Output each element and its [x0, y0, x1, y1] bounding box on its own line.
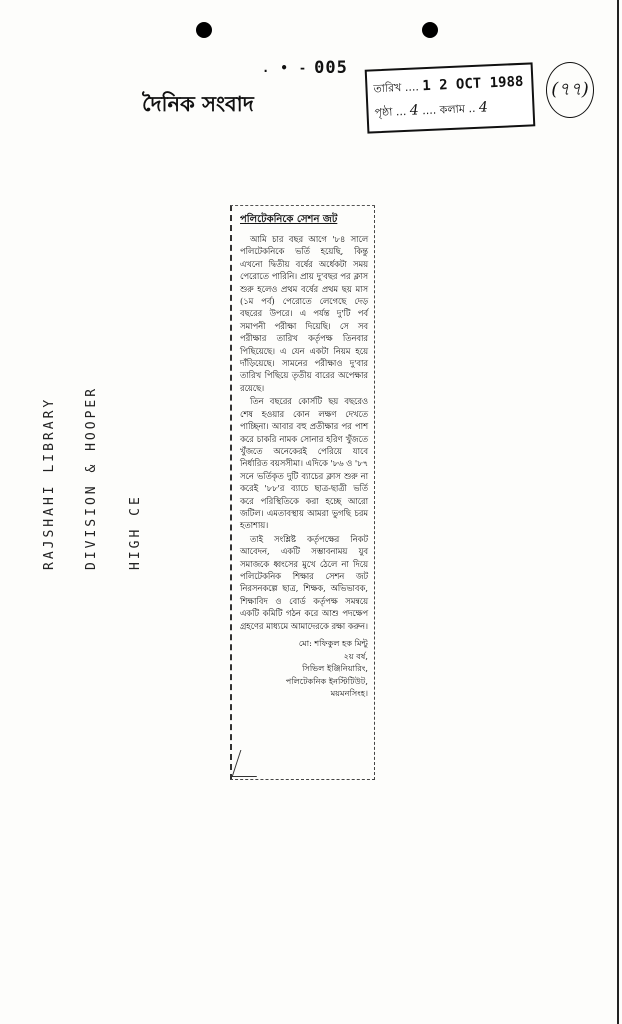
folio-number [262, 58, 348, 78]
clipping-paragraph: তিন বছরের কোর্সটি ছয় বছরেও শেষ হওয়ার কোন লক্ষণ দেখতে পাচ্ছিনা। আবার বহু প্রতীক্ষার পর পাশ করে চাকরি নামক সোনার হরিণ খুঁজতে খুঁজতে অনেকেরই পেরিয়ে যাবে নির্ধারিত বয়সসীমা। এদিকে '৮৬ ও '৮৭ সনে ভর্তিকৃত দুটি ব্যাচের ক্লাস শুরু না করেই '৮৮'র ব্যাচে ছাত্র-ছাত্রী ভর্তি করে পরিস্থিতিকে করা হচ্ছে আরো জটিল। এমতাবস্থায় আমরা ভুগছি চরম হতাশায়। [240, 396, 368, 531]
clipping-paragraph: আমি চার বছর আগে '৮৪ সালে পলিটেকনিকে ভর্তি হয়েছি, কিন্তু এখনো দ্বিতীয় বর্ষের অর্ধেকটা সময় পেরোতে পারিনি। প্রায় দু'বছর পর ক্লাস শুরু হলেও প্রথম বর্ষের প্রথম ছয় মাস (১ম পর্ব) পেরোতে লেগেছে দেড় বছরের উপরে। এ পর্যন্ত দু'টি পর্ব সমাপনী পরীক্ষা দিয়েছি। সে সব পরীক্ষার তারিখ কর্তৃপক্ষ তিনবার পিছিয়েছে। এ যেন একটা নিয়ম হয়ে দাঁড়িয়েছে। সামনের পরীক্ষাও দু'বার তারিখ পিছিয়ে তৃতীয় বারের অপেক্ষার রয়েছে। [240, 234, 368, 393]
stamp-date-row: তারিখ .... 1 2 OCT 1988 [373, 73, 524, 96]
signature-line: মো: শফিকুল হক মিন্টু [298, 638, 368, 648]
page-edge [617, 0, 619, 1024]
clipping-headline: পলিটেকনিকে সেশন জট [240, 214, 338, 225]
stamp-date-value: 1 2 OCT 1988 [421, 73, 524, 95]
punch-hole-left [196, 22, 212, 38]
torn-corner [232, 750, 266, 777]
stamp-column-value: 4 [478, 99, 489, 116]
signature-line: ময়মনসিংহ। [330, 688, 368, 699]
side-stamp-line: DIVISION & HOOPER [84, 385, 99, 570]
stamp-date-label: তারিখ [373, 81, 402, 96]
stamp-page-row: পৃষ্ঠা ... 4 .... কলাম .. 4 [374, 99, 489, 120]
stamp-column-label: কলাম [439, 102, 466, 117]
clipping-signature [240, 637, 368, 700]
newspaper-name: দৈনিক সংবাদ [142, 91, 254, 116]
library-side-stamp [34, 320, 164, 570]
signature-line: ২য় বর্ষ, [343, 650, 368, 661]
clipping-body [240, 233, 368, 632]
newspaper-clipping [230, 205, 375, 780]
signature-line: পলিটেকনিক ইনস্টিটিউট, [285, 675, 368, 686]
punch-hole-right [422, 22, 438, 38]
stamp-page-value: 4 [409, 102, 420, 119]
side-stamp-line: RAJSHAHI LIBRARY [42, 396, 57, 570]
handwritten-page-number: (৭৭) [546, 62, 594, 118]
folio-dots: . • - [262, 61, 309, 75]
folio-value: 005 [314, 58, 348, 78]
stamp-page-label: পৃষ্ঠা [374, 105, 393, 120]
clipping-paragraph: তাই সংশ্লিষ্ট কর্তৃপক্ষের নিকট আবেদন, একটি সম্ভাবনাময় যুব সমাজকে ধ্বংসের মুখে ঠেলে না দিয়ে পলিটেকনিক শিক্ষার সেশন জট নিরসনকল্পে ছাত্র, শিক্ষক, অভিভাবক, শিক্ষাবিদ ও বোর্ড কর্তৃপক্ষ সমন্বয়ে একটি কমিটি গঠন করে আশু পদক্ষেপ গ্রহণের মাধ্যমে আমাদেরকে রক্ষা করুন। [240, 533, 368, 631]
signature-line: সিভিল ইঞ্জিনিয়ারিং, [302, 663, 368, 674]
archive-stamp [365, 62, 536, 133]
side-stamp-line: HIGH CE [128, 494, 143, 570]
